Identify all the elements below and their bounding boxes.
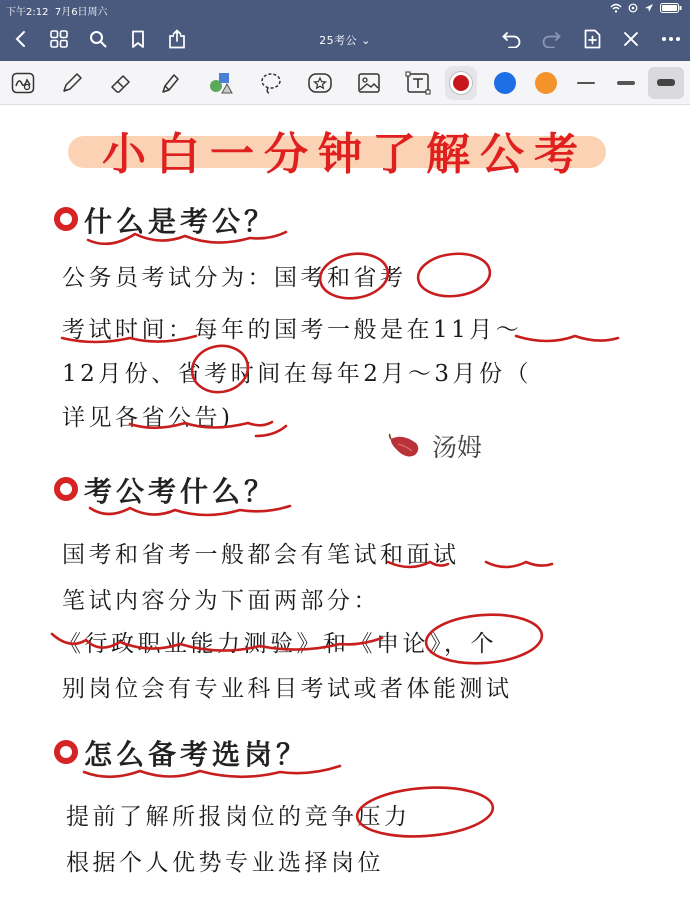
- text-line: 《行政职业能力测验》和《申论》，个: [58, 631, 497, 657]
- eraser-tool[interactable]: [106, 68, 136, 98]
- circle-shengkao: [416, 250, 492, 299]
- page-title: 小白一分钟了解公考: [102, 129, 588, 180]
- shapes-tool[interactable]: [205, 68, 235, 98]
- section-heading-3: 怎么备考选岗？: [84, 738, 309, 771]
- pen-tool[interactable]: [57, 68, 87, 98]
- sweet-potato-icon: [388, 433, 422, 459]
- sticker-icon: [307, 71, 333, 95]
- more-button[interactable]: [656, 24, 686, 54]
- text-box-icon: [405, 71, 431, 95]
- shapes-icon: [207, 71, 233, 95]
- lasso-icon: [259, 71, 283, 95]
- status-time: 下午2:12 7月6日周六: [6, 7, 108, 18]
- lasso-text-icon: [11, 72, 35, 94]
- text-line: 考试时间：每年的国考一般是在11月～: [62, 317, 523, 343]
- stroke-width-thick-bar: [657, 79, 675, 86]
- text-line: 提前了解所报岗位的竞争压力: [66, 804, 411, 830]
- battery-icon: [660, 3, 682, 13]
- text-line: 根据个人优势专业选择岗位: [66, 850, 384, 876]
- highlighter-tool[interactable]: [155, 68, 185, 98]
- underline-interview: [486, 562, 552, 567]
- top-bar: [0, 0, 690, 61]
- close-icon: [623, 31, 639, 47]
- more-icon: [661, 36, 681, 42]
- section-bullet-3: [54, 740, 78, 764]
- color-swatch-orange[interactable]: [535, 72, 557, 94]
- stroke-width-thick-selected[interactable]: [648, 67, 684, 99]
- eraser-icon: [109, 71, 133, 95]
- wifi-icon: [610, 3, 622, 13]
- text-line: 详见各省公告): [62, 405, 234, 431]
- status-bar: [0, 0, 690, 18]
- undo-button[interactable]: [497, 24, 527, 54]
- redo-icon: [541, 30, 561, 48]
- undo-icon: [502, 30, 522, 48]
- redo-button[interactable]: [536, 24, 566, 54]
- section-heading-2: 考公考什么？: [84, 475, 277, 508]
- ink-tick-mark: [256, 426, 286, 436]
- add-page-icon: [584, 29, 601, 49]
- stroke-width-medium[interactable]: [617, 81, 635, 85]
- status-icons: [610, 3, 682, 13]
- image-tool[interactable]: [354, 68, 384, 98]
- lasso-text-tool[interactable]: [8, 68, 38, 98]
- sticker-tool[interactable]: [305, 68, 335, 98]
- section-heading-1: 什么是考公？: [84, 205, 277, 238]
- sticker-name: 汤姆: [432, 433, 483, 462]
- text-line: 12月份、省考时间在每年2月～3月份（: [62, 361, 533, 387]
- sticker-tag: [388, 428, 482, 464]
- image-icon: [357, 72, 381, 94]
- highlighter-icon: [158, 71, 182, 95]
- lasso-tool[interactable]: [256, 68, 286, 98]
- close-button[interactable]: [616, 24, 646, 54]
- text-line: 笔试内容分为下面两部分：: [62, 588, 380, 614]
- note-page[interactable]: [0, 106, 690, 920]
- color-swatch-red[interactable]: [450, 72, 472, 94]
- section-bullet-1: [54, 207, 78, 231]
- color-swatch-blue[interactable]: [494, 72, 516, 94]
- pen-icon: [60, 71, 84, 95]
- location-icon: [644, 3, 654, 13]
- drawing-toolbar: [0, 61, 690, 105]
- underline-november: [516, 336, 618, 341]
- nav-bar: [0, 18, 690, 61]
- chevron-down-icon: ⌄: [361, 34, 371, 47]
- stroke-width-thin[interactable]: [577, 82, 595, 84]
- text-line: 国考和省考一般都会有笔试和面试: [62, 542, 460, 568]
- text-line: 公务员考试分为：国考和省考: [62, 265, 407, 291]
- lock-rotation-icon: [628, 3, 638, 13]
- add-page-button[interactable]: [577, 24, 607, 54]
- document-title-button[interactable]: 25考公 ⌄: [319, 34, 371, 47]
- text-line: 别岗位会有专业科目考试或者体能测试: [62, 676, 513, 702]
- text-box-tool[interactable]: [403, 68, 433, 98]
- section-bullet-2: [54, 477, 78, 501]
